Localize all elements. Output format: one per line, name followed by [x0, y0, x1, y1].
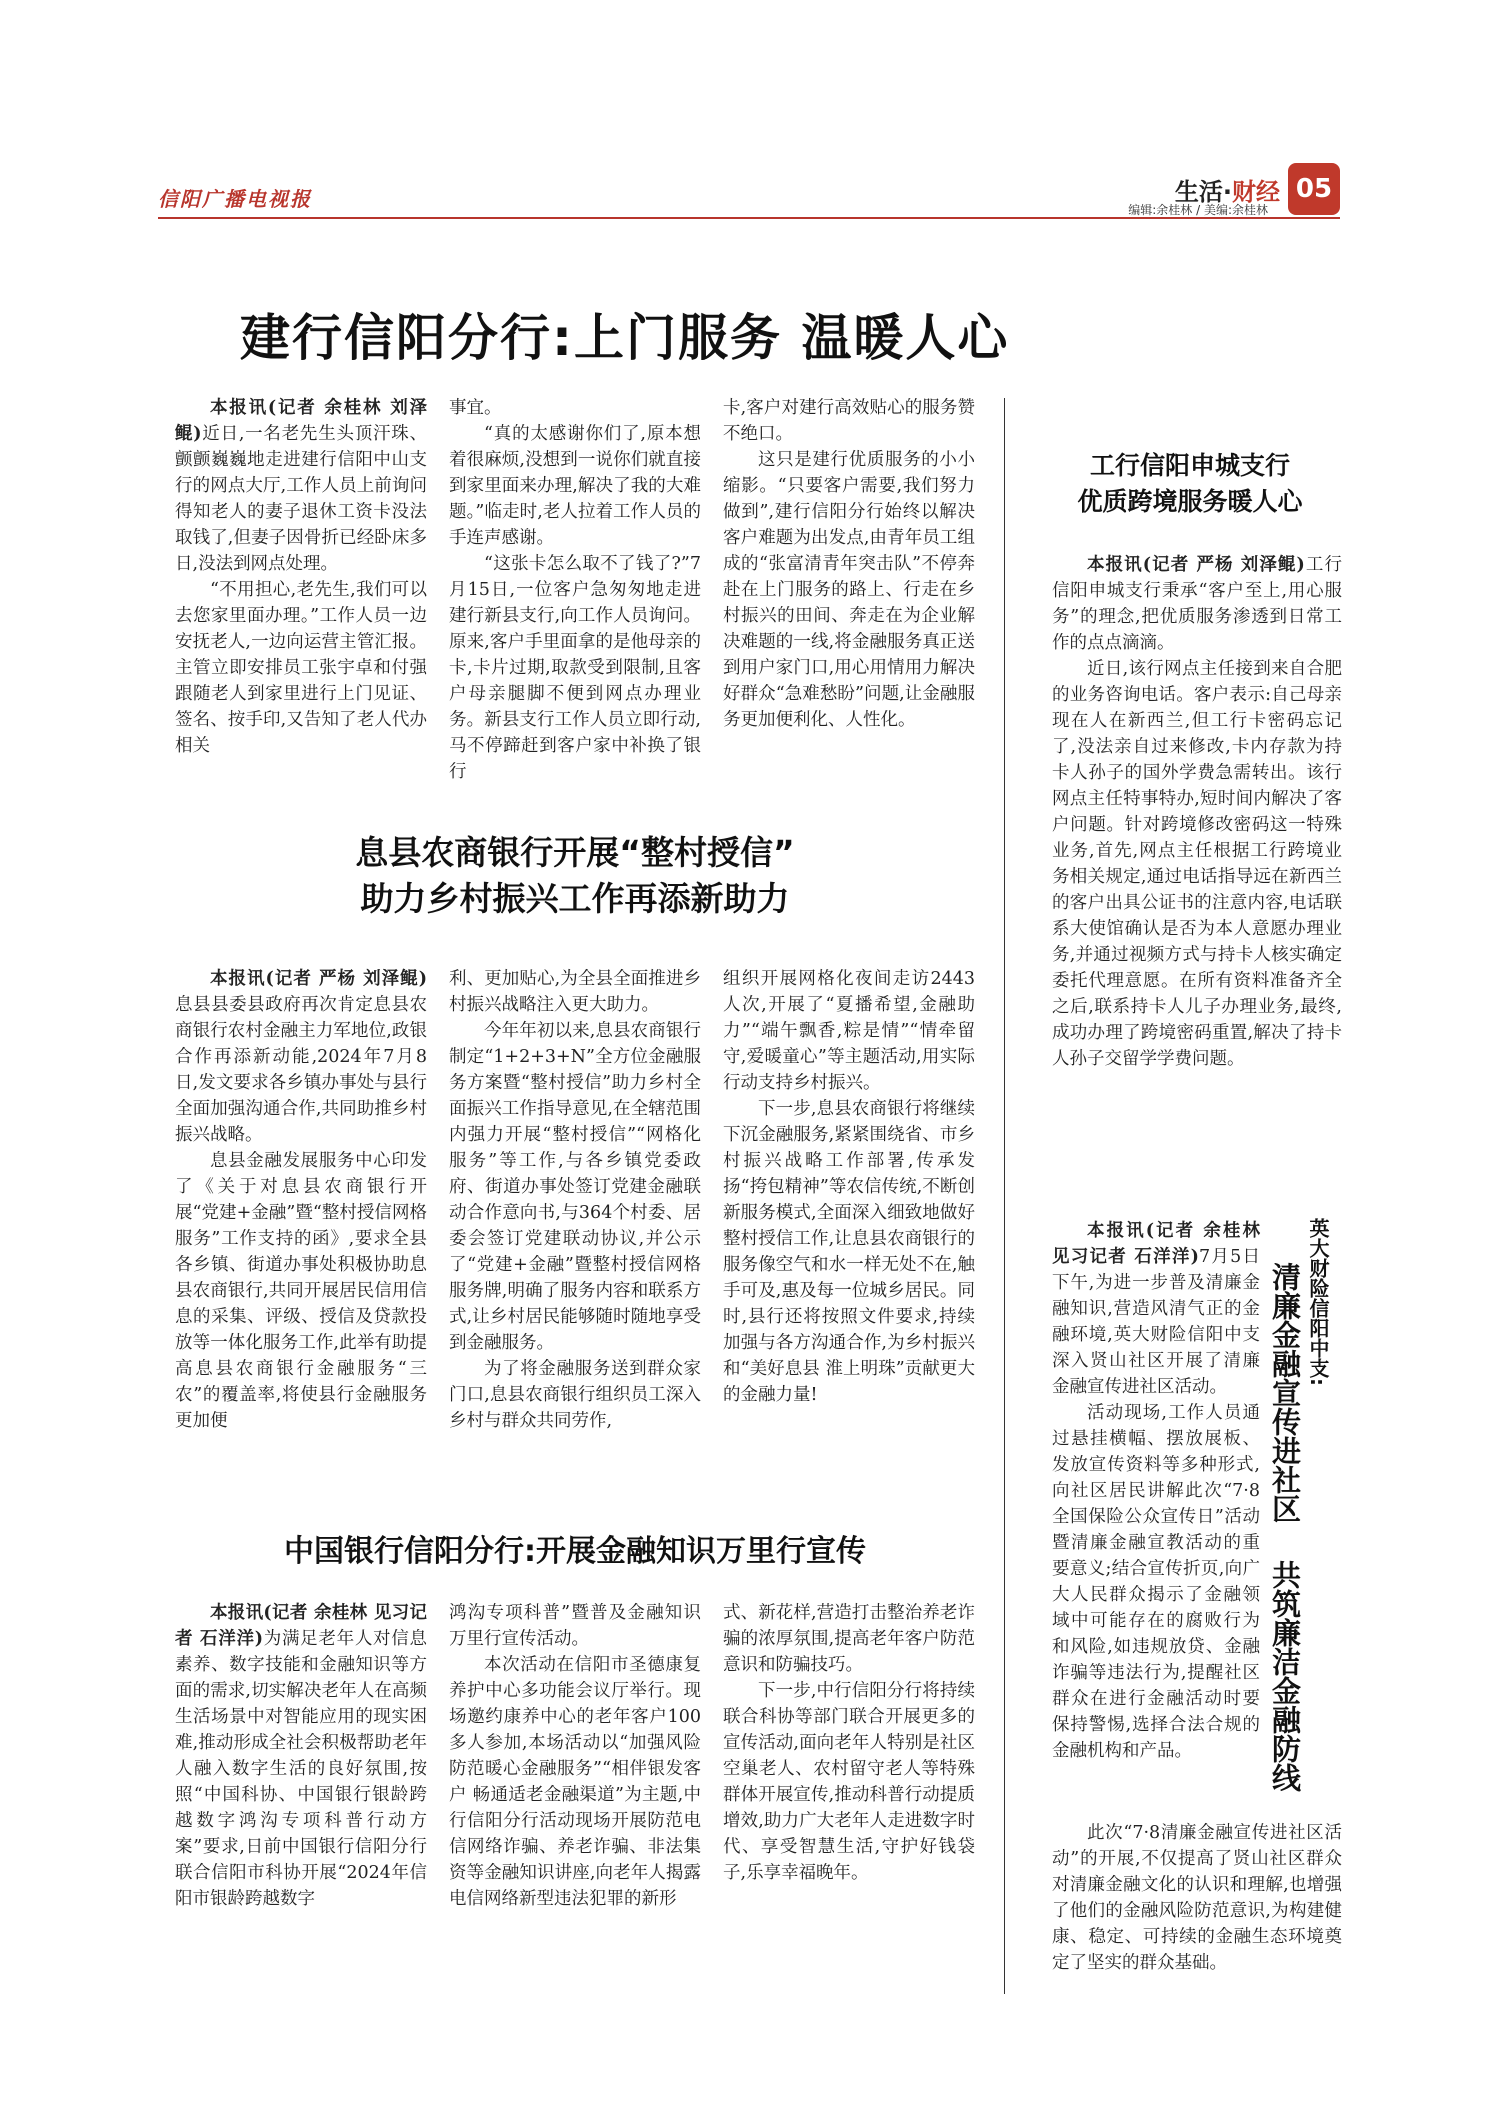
article4-dateline: 本报讯(记者 严杨 刘泽鲲)	[1087, 555, 1305, 575]
article4-headline-line1: 工行信阳申城支行	[1089, 451, 1290, 480]
article2-headline-line2: 助力乡村振兴工作再添新助力	[360, 879, 790, 918]
article1-paragraph: 这只是建行优质服务的小小缩影。“只要客户需要,我们努力做到”,建行信阳分行始终以解决客户难题为出发点,由青年员工组成的“张富清青年突击队”不停奔赴在上门服务的路上、行走在乡村振兴的田间、奔走在为企业解决难题的一线,将金融服务真正送到用户家门口,用心用情用力解决好群众“急难愁盼”问题,让金融服务更加便利化、人性化。	[723, 450, 975, 730]
article2-dateline: 本报讯(记者 严杨 刘泽鲲)	[210, 969, 427, 989]
newspaper-name: 信阳广播电视报	[158, 187, 312, 211]
article1-column-3	[723, 395, 975, 785]
article5-body	[1052, 1218, 1260, 1764]
article2-paragraph: 息县金融发展服务中心印发了《关于对息县农商银行开展“党建+金融”暨“整村授信网格服务”工作支持的函》,要求全县各乡镇、街道办事处积极协助息县农商银行,共同开展居民信用信息的采集、评级、授信及贷款投放等一体化服务工作,此举有助提高息县农商银行金融服务“三农”的覆盖率,将使县行金融服务更加便	[175, 1151, 427, 1431]
article4-paragraph: 近日,该行网点主任接到来自合肥的业务咨询电话。客户表示:自己母亲现在人在新西兰,但工行卡密码忘记了,没法亲自过来修改,卡内存款为持卡人孙子的国外学费急需转出。该行网点主任特事特办,短时间内解决了客户问题。针对跨境修改密码这一特殊业务,首先,网点主任根据工行跨境业务相关规定,通过电话指导远在新西兰的客户出具公证书的注意内容,电话联系大使馆确认是否为本人意愿办理业务,并通过视频方式与持卡人核实确定委托代理意愿。在所有资料准备齐全之后,联系持卡人儿子办理业务,最终,成功办理了跨境密码重置,解决了持卡人孙子交留学学费问题。	[1052, 659, 1342, 1069]
article3-column-1	[175, 1600, 427, 1912]
article5-kicker: 英大财险信阳中支:	[1306, 1218, 1330, 1386]
article1-dateline: 本报讯(记者 余桂林 刘泽鲲)	[175, 398, 427, 444]
article2-headline-block	[175, 830, 975, 922]
article3-lead-text: 为满足老年人对信息素养、数字技能和金融知识等方面的需求,切实解决老年人在高频生活场景中对智能应用的现实困难,推动形成全社会积极帮助老年人融入数字生活的良好氛围,按照“中国科协、中国银行银龄跨越数字鸿沟专项科普行动方案”要求,日前中国银行信阳分行联合信阳市科协开展“2024年信阳市银龄跨越数字	[175, 1629, 428, 1909]
article2-headline-line1: 息县农商银行开展“整村授信”	[355, 833, 795, 872]
article1-paragraph: “真的太感谢你们了,原本想着很麻烦,没想到一说你们就直接到家里面来办理,解决了我的大难题。”临走时,老人拉着工作人员的手连声感谢。	[449, 424, 701, 548]
article3-column-3	[723, 1600, 975, 1912]
article1-paragraph: 卡,客户对建行高效贴心的服务赞不绝口。	[723, 398, 975, 444]
article2-column-3	[723, 966, 975, 1434]
article2-column-2	[449, 966, 701, 1434]
article3-paragraph: 本次活动在信阳市圣德康复养护中心多功能会议厅举行。现场邀约康养中心的老年客户100多人参加,本场活动以“加强风险防范暖心金融服务”“相伴银发客户 畅通适老金融渠道”为主题,中行信阳分行活动现场开展防范电信网络诈骗、养老诈骗、非法集资等金融知识讲座,向老年人揭露电信网络新型违法犯罪的新形	[449, 1655, 701, 1909]
article2-body	[175, 966, 975, 1434]
article1-paragraph: “这张卡怎么取不了钱了?”7月15日,一位客户急匆匆地走进建行新县支行,向工作人员询问。原来,客户手里面拿的是他母亲的卡,卡片过期,取款受到限制,且客户母亲腿脚不便到网点办理业务。新县支行工作人员立即行动,马不停蹄赶到客户家中补换了银行	[449, 554, 701, 782]
article5-lead-text: 7月5日下午,为进一步普及清廉金融知识,营造风清气正的金融环境,英大财险信阳中支深入贤山社区开展了清廉金融宣传进社区活动。	[1052, 1247, 1260, 1397]
article5-dateline: 本报讯(记者 余桂林 见习记者 石洋洋)	[1052, 1221, 1260, 1267]
article2-lead-text: 息县县委县政府再次肯定息县农商银行农村金融主力军地位,政银合作再添新动能,2024年7月8日,发文要求各乡镇办事处与县行全面加强沟通合作,共同助推乡村振兴战略。	[175, 995, 427, 1145]
article3-column-2	[449, 1600, 701, 1912]
section-header	[1128, 163, 1340, 217]
article5-lead	[1052, 1218, 1260, 1400]
article3-paragraph: 下一步,中行信阳分行将持续联合科协等部门联合开展更多的宣传活动,面向老年人特别是社区空巢老人、农村留守老人等特殊群体开展宣传,推动科普行动提质增效,助力广大老年人走进数字时代、享受智慧生活,守护好钱袋子,乐享幸福晚年。	[723, 1681, 975, 1883]
column-divider	[1004, 398, 1005, 1994]
section-title-finance: 财经	[1232, 177, 1280, 206]
article1-body	[175, 395, 975, 785]
article2-lead	[175, 966, 427, 1148]
article4-headline-block	[1040, 448, 1340, 520]
article1-lead	[175, 395, 427, 577]
article1-paragraph: 事宜。	[449, 398, 502, 418]
article1-headline: 建行信阳分行:上门服务 温暖人心	[240, 309, 1010, 367]
article3-body	[175, 1600, 975, 1912]
article2-paragraph: 今年年初以来,息县农商银行制定“1+2+3+N”全方位金融服务方案暨“整村授信”助力乡村全面振兴工作指导意见,在全辖范围内强力开展“整村授信”“网格化服务”等工作,与各乡镇党委政府、街道办事处签订党建金融联动合作意向书,与364个村委、居委会签订党建联动协议,并公示了“党建+金融”暨整村授信网格服务牌,明确了服务内容和联系方式,让乡村居民能够随时随地享受到金融服务。	[449, 1021, 701, 1353]
article4-body	[1052, 552, 1342, 1072]
article1-column-1	[175, 395, 427, 785]
article1-lead-text: 近日,一名老先生头顶汗珠、颤颤巍巍地走进建行信阳中山支行的网点大厅,工作人员上前询问得知老人的妻子退休工资卡没法取钱了,但妻子因骨折已经卧床多日,没法到网点处理。	[175, 424, 428, 574]
article1-column-2	[449, 395, 701, 785]
editor-credits: 编辑:余桂林 / 美编:余桂林	[1128, 203, 1268, 217]
section-title-life: 生活·	[1174, 177, 1232, 206]
article2-column-1	[175, 966, 427, 1434]
article3-headline: 中国银行信阳分行:开展金融知识万里行宣传	[284, 1534, 866, 1569]
article5-headline-line2: 共筑廉洁金融防线	[1268, 1560, 1302, 1792]
article4-headline-line2: 优质跨境服务暖人心	[1077, 487, 1303, 516]
article2-paragraph: 组织开展网格化夜间走访2443人次,开展了“夏播希望,金融助力”“端午飘香,粽是情”“情牵留守,爱暖童心”等主题活动,用实际行动支持乡村振兴。	[723, 969, 975, 1093]
article4-lead-text: 工行信阳申城支行秉承“客户至上,用心服务”的理念,把优质服务渗透到日常工作的点点滴滴。	[1052, 555, 1342, 653]
article3-dateline: 本报讯(记者 余桂林 见习记者 石洋洋)	[175, 1603, 427, 1649]
article1-paragraph: “不用担心,老先生,我们可以去您家里面办理。”工作人员一边安抚老人,一边向运营主管汇报。主管立即安排员工张宇卓和付强跟随老人到家里进行上门见证、签名、按手印,又告知了老人代办相关	[175, 580, 427, 756]
article5-headline-line1: 清廉金融宣传进社区	[1268, 1262, 1302, 1523]
article5-body-continued	[1052, 1820, 1342, 1976]
article5-paragraph: 活动现场,工作人员通过悬挂横幅、摆放展板、发放宣传资料等多种形式,向社区居民讲解此次“7·8全国保险公众宣传日”活动暨清廉金融宣教活动的重要意义;结合宣传折页,向广大人民群众揭示了金融领域中可能存在的腐败行为和风险,如违规放贷、金融诈骗等违法行为,提醒社区群众在进行金融活动时要保持警惕,选择合法合规的金融机构和产品。	[1052, 1403, 1260, 1761]
article3-paragraph: 鸿沟专项科普”暨普及金融知识万里行宣传活动。	[449, 1603, 701, 1649]
article3-lead	[175, 1600, 427, 1912]
article4-lead	[1052, 552, 1342, 656]
article5-paragraph: 此次“7·8清廉金融宣传进社区活动”的开展,不仅提高了贤山社区群众对清廉金融文化的认识和理解,也增强了他们的金融风险防范意识,为构建健康、稳定、可持续的金融生态环境奠定了坚实的群众基础。	[1052, 1823, 1342, 1973]
article2-paragraph: 利、更加贴心,为全县全面推进乡村振兴战略注入更大助力。	[449, 969, 701, 1015]
article2-paragraph: 下一步,息县农商银行将继续下沉金融服务,紧紧围绕省、市乡村振兴战略工作部署,传承发扬“挎包精神”等农信传统,不断创新服务模式,全面深入细致地做好整村授信工作,让息县农商银行的服务像空气和水一样无处不在,触手可及,惠及每一位城乡居民。同时,县行还将按照文件要求,持续加强与各方沟通合作,为乡村振兴和“美好息县 淮上明珠”贡献更大的金融力量!	[723, 1099, 975, 1405]
article3-paragraph: 式、新花样,营造打击整治养老诈骗的浓厚氛围,提高老年客户防范意识和防骗技巧。	[723, 1603, 975, 1675]
article2-paragraph: 为了将金融服务送到群众家门口,息县农商银行组织员工深入乡村与群众共同劳作,	[449, 1359, 701, 1431]
page-number-badge: 05	[1288, 163, 1340, 215]
